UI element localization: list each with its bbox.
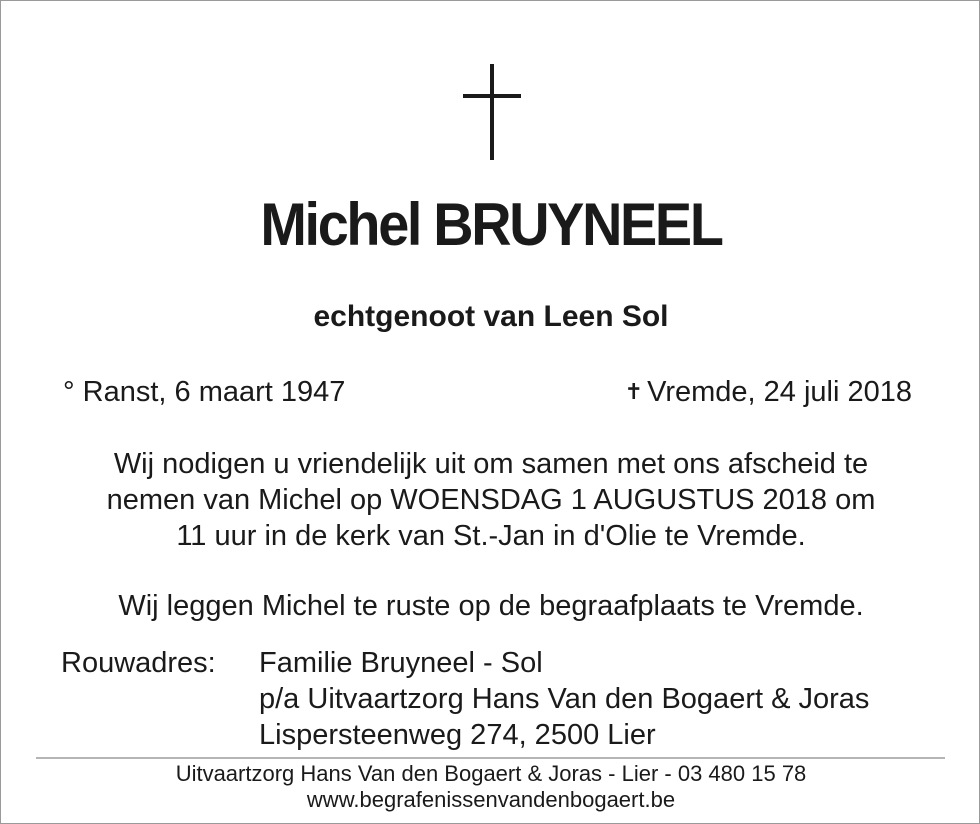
death-info-text: Vremde, 24 juli 2018	[647, 376, 912, 408]
dagger-icon: ✝	[624, 379, 644, 404]
invitation-text	[1, 446, 980, 554]
mourning-address-line: Lispersteenweg 274, 2500 Lier	[259, 719, 656, 751]
latin-cross-icon	[463, 64, 521, 160]
deceased-name: Michel BRUYNEEL	[260, 191, 722, 258]
invitation-line: nemen van Michel op WOENSDAG 1 AUGUSTUS 2018 om	[106, 484, 876, 516]
mourning-address	[259, 645, 869, 753]
mourning-address-line: p/a Uitvaartzorg Hans Van den Bogaert & Joras	[259, 683, 870, 715]
invitation-line: 11 uur in de kerk van St.-Jan in d'Olie te Vremde.	[176, 520, 806, 552]
footer-company-line: Uitvaartzorg Hans Van den Bogaert & Joras - Lier - 03 480 15 78	[175, 761, 807, 786]
mourning-address-label: Rouwadres:	[61, 647, 216, 679]
birth-info: ° Ranst, 6 maart 1947	[63, 376, 346, 408]
spouse-line: echtgenoot van Leen Sol	[313, 300, 669, 333]
burial-text: Wij leggen Michel te ruste op de begraafplaats te Vremde.	[118, 590, 864, 622]
footer	[1, 761, 980, 813]
footer-divider	[36, 757, 945, 759]
footer-website: www.begrafenissenvandenbogaert.be	[306, 787, 676, 812]
death-info	[625, 373, 912, 413]
invitation-line: Wij nodigen u vriendelijk uit om samen met ons afscheid te	[113, 448, 869, 480]
mourning-address-line: Familie Bruyneel - Sol	[259, 647, 543, 679]
